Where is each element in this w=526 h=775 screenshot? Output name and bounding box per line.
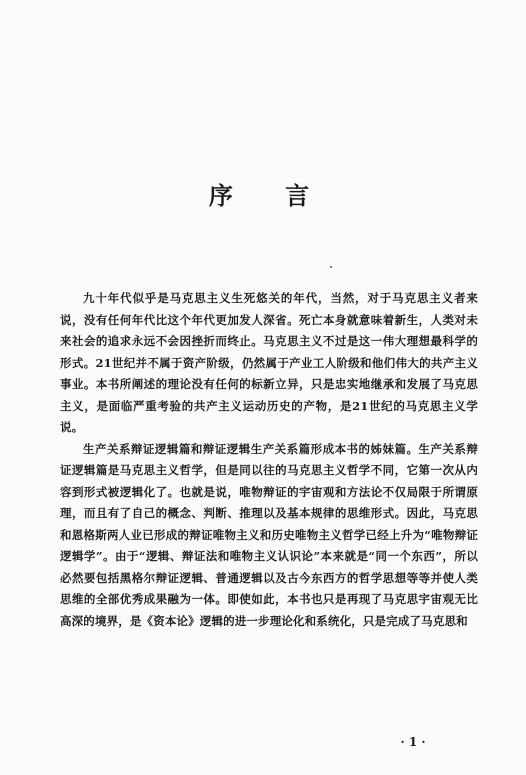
print-speck bbox=[330, 266, 332, 268]
paragraph-1: 九十年代似乎是马克思主义生死悠关的年代，当然，对于马克思主义者来说，没有任何年代比这个年代更加发人深省。死亡本身就意味着新生，人类对未来社会的追求永远不会因挫折而终止。马克思主义不过是这一伟大理想最科学的形式。21世纪并不属于资产阶级，仍然属于产业工人阶级和他们伟大的共产主义事业。本书所阐述的理论没有任何的标新立异，只是忠实地继承和发展了马克思主义，是面临严重考验的共产主义运动历史的产物，是21世纪的马克思主义学说。 bbox=[60, 291, 478, 434]
body-text bbox=[60, 288, 478, 632]
paragraph-2: 生产关系辩证逻辑篇和辩证逻辑生产关系篇形成本书的姊妹篇。生产关系辩证逻辑篇是马克思主义哲学，但是同以往的马克思主义哲学不同，它第一次从内容到形式被逻辑化了。也就是说，唯物辩证的宇宙观和方法论不仅局限于所谓原理，而且有了自己的概念、判断、推理以及基本规律的思维形式。因此，马克思和恩格斯两人业已形成的辩证唯物主义和历史唯物主义哲学已经上升为“唯物辩证逻辑学”。由于“逻辑、辩证法和唯物主义认识论”本来就是“同一个东西”，所以必然要包括黑格尔辩证逻辑、普通逻辑以及古今东西方的哲学思想等等并使人类思维的全部优秀成果融为一体。即使如此，本书也只是再现了马克思宇宙观无比高深的境界，是《资本论》逻辑的进一步理论化和系统化，只是完成了马克思和 bbox=[60, 441, 478, 628]
page-title: 序 言 bbox=[208, 181, 332, 210]
page-number: · 1 · bbox=[400, 735, 426, 749]
